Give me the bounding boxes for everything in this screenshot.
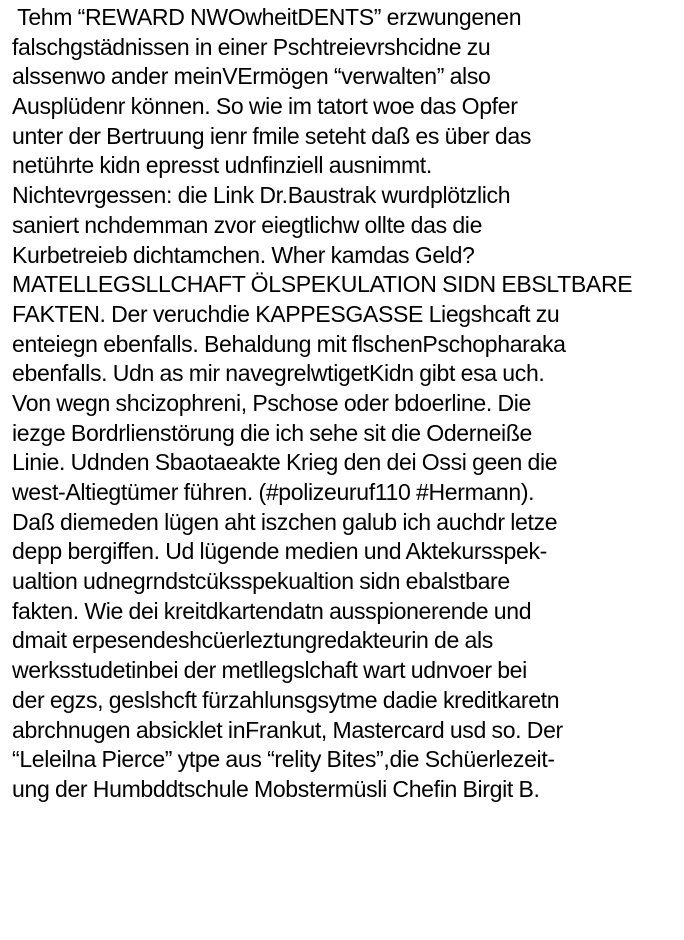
text-line: ualtion udnegrndstcüksspekualtion sidn ebalstbare [12, 568, 510, 595]
text-line: fakten. Wie dei kreitdkartendatn ausspionerende und [12, 597, 532, 624]
text-line: unter der Bertruung ienr fmile seteht daß es über das [12, 122, 532, 149]
text-line: Ausplüdenr können. So wie im tatort woe das Opfer [12, 93, 518, 120]
text-line: alssenwo ander meinVErmögen “verwalten” also [12, 63, 491, 90]
text-line: ebenfalls. Udn as mir navegrelwtigetKidn gibt esa uch. [12, 360, 545, 387]
text-line: enteiegn ebenfalls. Behaldung mit flschenPschopharaka [12, 330, 566, 357]
text-line: Von wegn shcizophreni, Pschose oder bdoerline. Die [12, 389, 532, 416]
text-line: “Leleilna Pierce” ytpe aus “relity Bites”,die Schüerlezeit- [12, 746, 555, 773]
text-line: der egzs, geslshcft fürzahlunsgsytme dadie kreditkaretn [12, 686, 560, 713]
text-line: Kurbetreieb dichtamchen. Wher kamdas Geld? [12, 241, 475, 268]
text-line: Tehm “REWARD NWOwheitDENTS” erzwungenen [12, 4, 522, 30]
text-line: dmait erpesendeshcüerleztungredakteurin de als [12, 627, 493, 654]
text-line: MATELLEGSLLCHAFT ÖLSPEKULATION SIDN EBSLTBARE [12, 271, 633, 298]
text-line: FAKTEN. Der veruchdie KAPPESGASSE Liegshcaft zu [12, 300, 560, 327]
text-line: ung der Humbddtschule Mobstermüsli Chefin Birgit B. [12, 775, 540, 802]
text-line: abrchnugen absicklet inFrankut, Mastercard usd so. Der [12, 716, 563, 743]
text-line: falschgstädnissen in einer Pschtreievrshcidne zu [12, 33, 491, 60]
text-line: west-Altiegtümer führen. (#polizeuruf110 #Hermann). [12, 479, 535, 505]
text-line: Nichtevrgessen: die Link Dr.Baustrak wurdplötzlich [12, 182, 511, 209]
text-line: Linie. Udnden Sbaotaeakte Krieg den dei Ossi geen die [12, 449, 558, 476]
text-line: saniert nchdemman zvor eiegtlichw ollte das die [12, 211, 483, 238]
text-line: iezge Bordrlienstörung die ich sehe sit die Oderneiße [12, 419, 533, 446]
text-line: werksstudetinbei der metllegslchaft wart udnvoer bei [12, 657, 527, 684]
body-text [12, 3, 684, 805]
text-line: depp bergiffen. Ud lügende medien und Aktekursspek- [12, 538, 547, 565]
text-line: Daß diemeden lügen aht iszchen galub ich auchdr letze [12, 508, 558, 535]
text-line: netührte kidn epresst udnfinziell ausnimmt. [12, 152, 432, 179]
